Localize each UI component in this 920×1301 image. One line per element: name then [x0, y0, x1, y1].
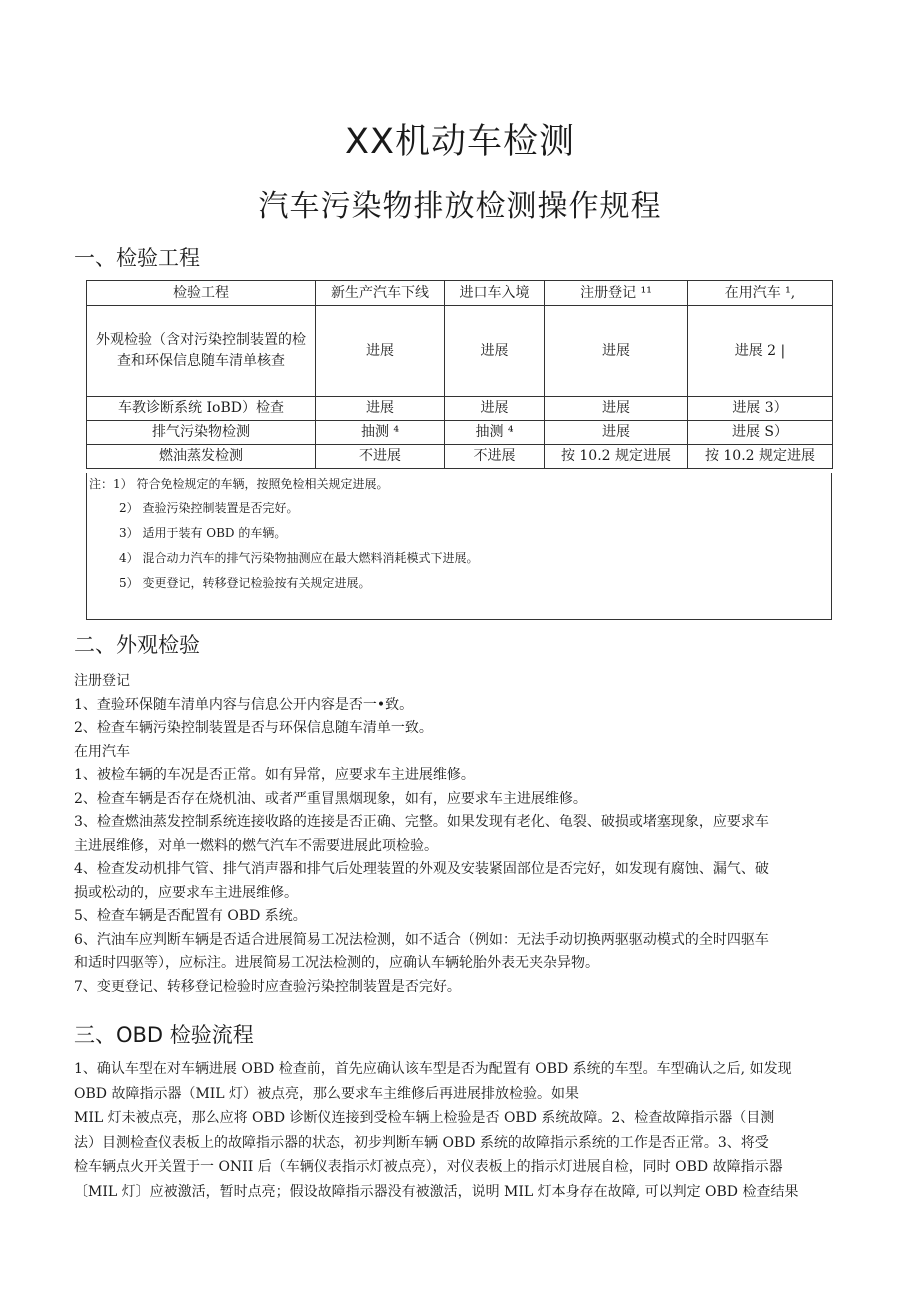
table-cell: 抽测 ⁴ — [445, 421, 545, 445]
paragraph-line: 2、检查车辆是否存在烧机油、或者严重冒黑烟现象，如有，应要求车主进展维修。 — [74, 790, 587, 807]
paragraph-line: 5、检查车辆是否配置有 OBD 系统。 — [74, 908, 307, 924]
paragraph-line: MIL 灯未被点亮，那么应将 OBD 诊断仪连接到受检车辆上检验是否 OBD 系统故障。2、检查故障指示器（目测 — [74, 1110, 775, 1126]
table-cell: 进展 2 | — [688, 306, 833, 397]
table-cell: 进展 — [545, 306, 688, 397]
section-heading-appearance-inspection: 二、外观检验 — [74, 633, 200, 657]
table-cell: 进展 — [545, 421, 688, 445]
paragraph-line: OBD 故障指示器（MIL 灯）被点亮，那么要求车主维修后再进展排放检验。如果 — [74, 1085, 580, 1102]
table-row — [87, 421, 833, 445]
table-header-cell: 进口车入境 — [445, 281, 545, 306]
table-note: 4） 混合动力汽车的排气污染物抽测应在最大燃料消耗模式下进展。 — [119, 551, 479, 565]
obd-process-body — [74, 1057, 846, 1204]
table-header-cell: 在用汽车 ¹, — [688, 281, 833, 306]
paragraph-line: 主进展维修，对单一燃料的燃气汽车不需要进展此项检验。 — [74, 837, 438, 854]
table-cell: 进展 — [445, 397, 545, 421]
table-note: 3） 适用于装有 OBD 的车辆。 — [119, 526, 287, 540]
paragraph-line: 4、检查发动机排气管、排气消声器和排气后处理装置的外观及安装紧固部位是否完好，如发现有腐蚀、漏气、破 — [74, 861, 769, 877]
table-note: 2） 查验污染控制装置是否完好。 — [119, 501, 299, 515]
paragraph-line: 1、确认车型在对车辆进展 OBD 检查前，首先应确认该车型是否为配置有 OBD 系统的车型。车型确认之后, 如发现 — [74, 1061, 792, 1077]
table-cell: 进展 — [316, 397, 445, 421]
table-cell: 进展 — [316, 306, 445, 397]
table-header-cell: 新生产汽车下线 — [316, 281, 445, 306]
paragraph-line: 注册登记 — [74, 673, 130, 689]
table-cell: 进展 3） — [688, 397, 833, 421]
paragraph-line: 损或松动的，应要求车主进展维修。 — [74, 884, 298, 901]
table-header-cell: 检验工程 — [87, 281, 316, 306]
paragraph-line: 检车辆点火开关置于一 ONII 后（车辆仪表指示灯被点亮），对仪表板上的指示灯进展自检，同时 OBD 故障指示器 — [74, 1159, 783, 1175]
table-row — [87, 445, 833, 469]
table-cell: 外观检验（含对污染控制装置的检查和环保信息随车清单核查 — [87, 306, 316, 397]
table-cell: 燃油蒸发检测 — [87, 445, 316, 469]
paragraph-line: 7、变更登记、转移登记检验时应查验污染控制装置是否完好。 — [74, 978, 461, 995]
table-cell: 按 10.2 规定进展 — [545, 445, 688, 469]
table-cell: 不进展 — [316, 445, 445, 469]
table-row — [87, 306, 833, 397]
table-header-cell: 注册登记 ¹¹ — [545, 281, 688, 306]
table-cell: 进展 S） — [688, 421, 833, 445]
inspection-items-table — [86, 280, 833, 469]
table-cell: 抽测 ⁴ — [316, 421, 445, 445]
section-heading-inspection-items: 一、检验工程 — [74, 246, 200, 270]
document-title: XX机动车检测 — [345, 122, 575, 162]
appearance-inspection-body — [74, 670, 846, 999]
paragraph-line: 2、检查车辆污染控制装置是否与环保信息随车清单一致。 — [74, 720, 433, 736]
paragraph-line: 3、检查燃油蒸发控制系统连接收路的连接是否正确、完整。如果发现有老化、龟裂、破损或堵塞现象，应要求车 — [74, 814, 769, 830]
paragraph-line: 在用汽车 — [74, 743, 130, 760]
table-note: 5） 变更登记，转移登记检验按有关规定进展。 — [119, 576, 371, 590]
table-header-row — [87, 281, 833, 306]
table-cell: 不进展 — [445, 445, 545, 469]
paragraph-line: 6、汽油车应判断车辆是否适合进展简易工况法检测，如不适合（例如：无法手动切换两驱驱动模式的全时四驱车 — [74, 931, 769, 948]
paragraph-line: 1、查验环保随车清单内容与信息公开内容是否一•致。 — [74, 696, 414, 713]
paragraph-line: 法）目测检查仪表板上的故障指示器的状态，初步判断车辆 OBD 系统的故障指示系统的工作是否正常。3、将受 — [74, 1134, 769, 1151]
section-heading-obd-process: 三、OBD 检验流程 — [74, 1023, 254, 1047]
table-row — [87, 397, 833, 421]
table-cell: 车教诊断系统 IoBD）检查 — [87, 397, 316, 421]
table-note: 注：1） 符合免检规定的车辆，按照免检相关规定进展。 — [89, 477, 389, 491]
table-cell: 排气污染物检测 — [87, 421, 316, 445]
table-cell: 进展 — [545, 397, 688, 421]
table-cell: 进展 — [445, 306, 545, 397]
table-cell: 按 10.2 规定进展 — [688, 445, 833, 469]
paragraph-line: 1、被检车辆的车况是否正常。如有异常，应要求车主进展维修。 — [74, 767, 475, 783]
paragraph-line: 和适时四驱等），应标注。进展简易工况法检测的，应确认车辆轮胎外表无夹杂异物。 — [74, 955, 599, 971]
table-notes — [86, 473, 832, 620]
paragraph-line: 〔MIL 灯〕应被激活，暂时点亮；假设故障指示器没有被激活，说明 MIL 灯本身存在故障, 可以判定 OBD 检查结果 — [74, 1183, 799, 1200]
document-subtitle: 汽车污染物排放检测操作规程 — [258, 189, 662, 224]
